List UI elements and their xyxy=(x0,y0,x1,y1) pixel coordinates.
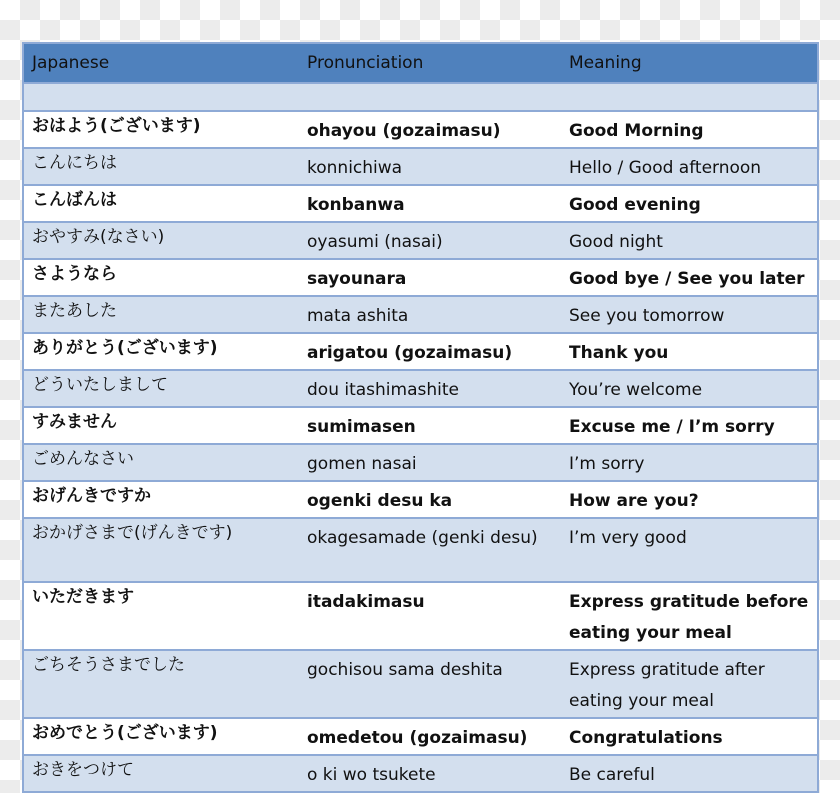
pronunciation-cell: o ki wo tsukete xyxy=(299,755,561,792)
table-row xyxy=(23,333,818,370)
pronunciation-cell: gochisou sama deshita xyxy=(299,650,561,718)
meaning-cell: You’re welcome xyxy=(561,370,818,407)
japanese-cell: またあした xyxy=(23,296,299,333)
meaning-cell: Express gratitude before eating your meal xyxy=(561,582,818,650)
japanese-cell: こんにちは xyxy=(23,148,299,185)
pronunciation-cell: itadakimasu xyxy=(299,582,561,650)
meaning-cell: Good Morning xyxy=(561,111,818,148)
meaning-cell: Hello / Good afternoon xyxy=(561,148,818,185)
japanese-cell: おやすみ(なさい) xyxy=(23,222,299,259)
blank-row xyxy=(23,83,818,111)
meaning-cell: Congratulations xyxy=(561,718,818,755)
japanese-cell: おめでとう(ございます) xyxy=(23,718,299,755)
header-row xyxy=(23,43,818,83)
pronunciation-cell: sumimasen xyxy=(299,407,561,444)
table-row xyxy=(23,148,818,185)
table-row xyxy=(23,444,818,481)
table-row xyxy=(23,582,818,650)
japanese-cell: おはよう(ございます) xyxy=(23,111,299,148)
meaning-cell: How are you? xyxy=(561,481,818,518)
japanese-cell: さようなら xyxy=(23,259,299,296)
pronunciation-cell: omedetou (gozaimasu) xyxy=(299,718,561,755)
japanese-cell: すみません xyxy=(23,407,299,444)
meaning-cell: See you tomorrow xyxy=(561,296,818,333)
table-row xyxy=(23,222,818,259)
japanese-cell: ごちそうさまでした xyxy=(23,650,299,718)
table-row xyxy=(23,111,818,148)
pronunciation-cell: sayounara xyxy=(299,259,561,296)
pronunciation-cell: gomen nasai xyxy=(299,444,561,481)
japanese-cell: ごめんなさい xyxy=(23,444,299,481)
pronunciation-cell: ohayou (gozaimasu) xyxy=(299,111,561,148)
table-row xyxy=(23,407,818,444)
japanese-cell: こんばんは xyxy=(23,185,299,222)
japanese-cell: どういたしまして xyxy=(23,370,299,407)
table-row xyxy=(23,259,818,296)
pronunciation-cell: ogenki desu ka xyxy=(299,481,561,518)
meaning-cell: Express gratitude after eating your meal xyxy=(561,650,818,718)
pronunciation-cell: arigatou (gozaimasu) xyxy=(299,333,561,370)
meaning-cell: I’m sorry xyxy=(561,444,818,481)
japanese-cell: ありがとう(ございます) xyxy=(23,333,299,370)
meaning-cell: Good bye / See you later xyxy=(561,259,818,296)
table-row xyxy=(23,370,818,407)
table-row xyxy=(23,755,818,792)
table-row xyxy=(23,718,818,755)
header-pronunciation: Pronunciation xyxy=(299,43,561,83)
pronunciation-cell: mata ashita xyxy=(299,296,561,333)
pronunciation-cell: dou itashimashite xyxy=(299,370,561,407)
header-japanese: Japanese xyxy=(23,43,299,83)
japanese-cell: おかげさまで(げんきです) xyxy=(23,518,299,582)
pronunciation-cell: konbanwa xyxy=(299,185,561,222)
table-row xyxy=(23,481,818,518)
meaning-cell: I’m very good xyxy=(561,518,818,582)
meaning-cell: Thank you xyxy=(561,333,818,370)
japanese-cell: おげんきですか xyxy=(23,481,299,518)
table-row xyxy=(23,185,818,222)
phrase-table xyxy=(22,42,819,793)
pronunciation-cell: okagesamade (genki desu) xyxy=(299,518,561,582)
table-row xyxy=(23,518,818,582)
meaning-cell: Good evening xyxy=(561,185,818,222)
meaning-cell: Good night xyxy=(561,222,818,259)
pronunciation-cell: oyasumi (nasai) xyxy=(299,222,561,259)
pronunciation-cell: konnichiwa xyxy=(299,148,561,185)
japanese-cell: おきをつけて xyxy=(23,755,299,792)
meaning-cell: Be careful xyxy=(561,755,818,792)
header-meaning: Meaning xyxy=(561,43,818,83)
table-row xyxy=(23,650,818,718)
japanese-cell: いただきます xyxy=(23,582,299,650)
table-row xyxy=(23,296,818,333)
meaning-cell: Excuse me / I’m sorry xyxy=(561,407,818,444)
